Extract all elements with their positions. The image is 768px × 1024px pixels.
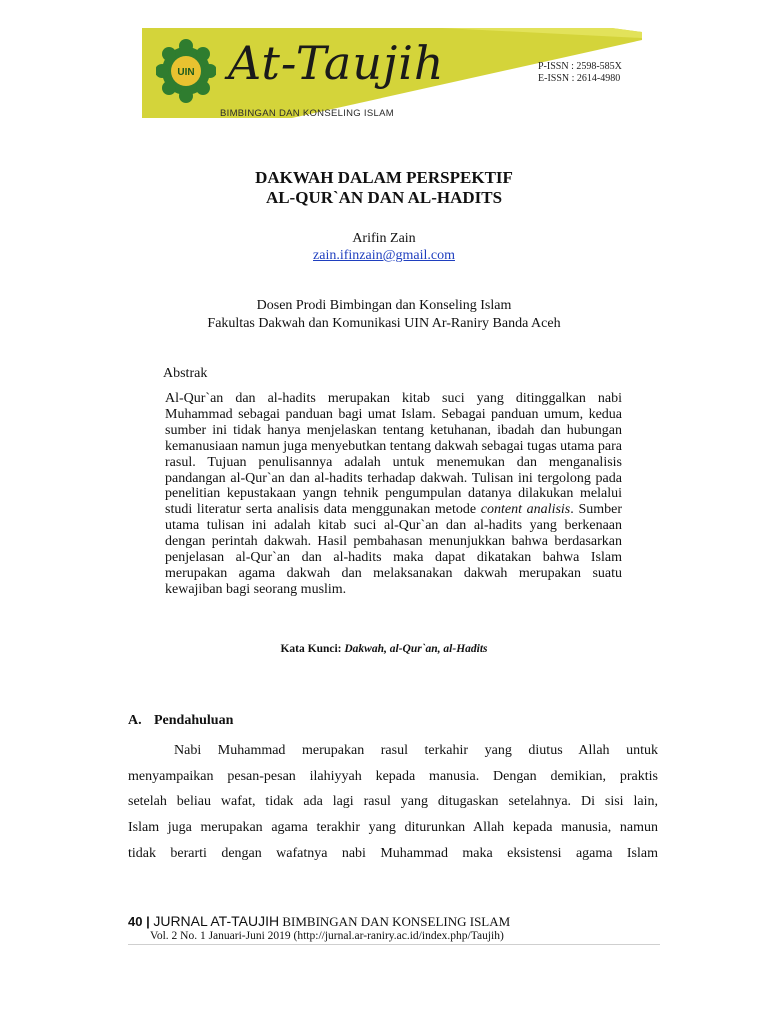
keywords <box>0 643 768 655</box>
section-heading <box>128 713 233 729</box>
section-title: Pendahuluan <box>154 713 234 728</box>
section-number: A. <box>128 713 142 728</box>
body-line: menyampaikan pesan-pesan ilahiyyah kepada manusia. Dengan demikian, praktis <box>128 768 658 784</box>
body-line: setelah beliau wafat, tidak ada lagi rasul yang ditugaskan setelahnya. Di sisi lain, <box>128 794 658 810</box>
footer-journal-line <box>128 913 510 930</box>
svg-text:UIN: UIN <box>177 67 195 78</box>
p-issn: P-ISSN : 2598-585X <box>538 61 622 72</box>
uin-logo-icon <box>156 38 216 104</box>
section-body <box>128 738 658 867</box>
body-line: tidak berarti dengan wafatnya nabi Muhammad maka eksistensi agama Islam <box>128 845 658 861</box>
page-number: 40 | <box>128 914 154 929</box>
paper-title-line1: DAKWAH DALAM PERSPEKTIF <box>255 168 513 187</box>
journal-header-banner <box>142 28 642 118</box>
abstract-text-part1: Al-Qur`an dan al-hadits merupakan kitab suci yang ditinggalkan nabi Muhammad sebagai panduan bagi umat Islam. Sebagai panduan umum, kedua sumber ini tidak hanya menjelaskan tentang ketuhanan, ibadah dan hubungan kemanusiaan namun juga menyebutkan tentang dakwah sebagai tugas utama para rasul. Tujuan penulisannya adalah untuk menemukan dan menganalisis pandangan al-Qur`an dan al-hadits terhadap dakwah. Tulisan ini tergolong pada penelitian kepustakaan yangn tehnik pengumpulan datanya dilakukan melalui studi literatur serta analisis data menggunakan metode <box>165 391 622 518</box>
footer-divider <box>128 944 660 945</box>
footer-journal-name: JURNAL AT-TAUJIH <box>153 913 280 929</box>
abstract-text-part2: . Sumber utama tulisan ini adalah kitab suci al-Qur`an dan al-hadits yang berkenaan dengan perintah dakwah. Hasil pembahasan menunjukkan bahwa berdasarkan penjelasan al-Qur`an dan al-hadits maka dapat dikatakan bahwa Islam merupakan agama dakwah dan melaksanakan dakwah merupakan suatu kewajiban bagi seorang muslim. <box>165 502 622 597</box>
footer-journal-subtitle: BIMBINGAN DAN KONSELING ISLAM <box>279 914 511 929</box>
keywords-label: Kata Kunci: <box>280 643 345 655</box>
affiliation-line1: Dosen Prodi Bimbingan dan Konseling Islam <box>256 298 512 313</box>
abstract-italic-term: content analisis <box>480 502 571 518</box>
abstract-text <box>165 391 622 598</box>
keywords-value: Dakwah, al-Qur`an, al-Hadits <box>344 643 488 655</box>
abstract-heading: Abstrak <box>163 366 208 381</box>
body-line: Islam juga merupakan agama terakhir yang diturunkan Allah kepada manusia, namun <box>128 820 658 836</box>
journal-brand-name: At-Taujih <box>228 36 445 90</box>
paper-title-line2: AL-QUR`AN DAN AL-HADITS <box>265 188 503 207</box>
footer-volume-line: Vol. 2 No. 1 Januari-Juni 2019 (http://jurnal.ar-raniry.ac.id/index.php/Taujih) <box>150 930 504 942</box>
affiliation-line2: Fakultas Dakwah dan Komunikasi UIN Ar-Raniry Banda Aceh <box>207 316 561 331</box>
issn-block <box>538 61 622 85</box>
body-line: Nabi Muhammad merupakan rasul terkahir yang diutus Allah untuk <box>174 743 658 758</box>
e-issn: E-ISSN : 2614-4980 <box>538 73 621 84</box>
author-name: Arifin Zain <box>352 231 416 246</box>
journal-brand-subtitle: BIMBINGAN DAN KONSELING ISLAM <box>220 108 394 118</box>
author-email-link[interactable]: zain.ifinzain@gmail.com <box>313 248 455 263</box>
